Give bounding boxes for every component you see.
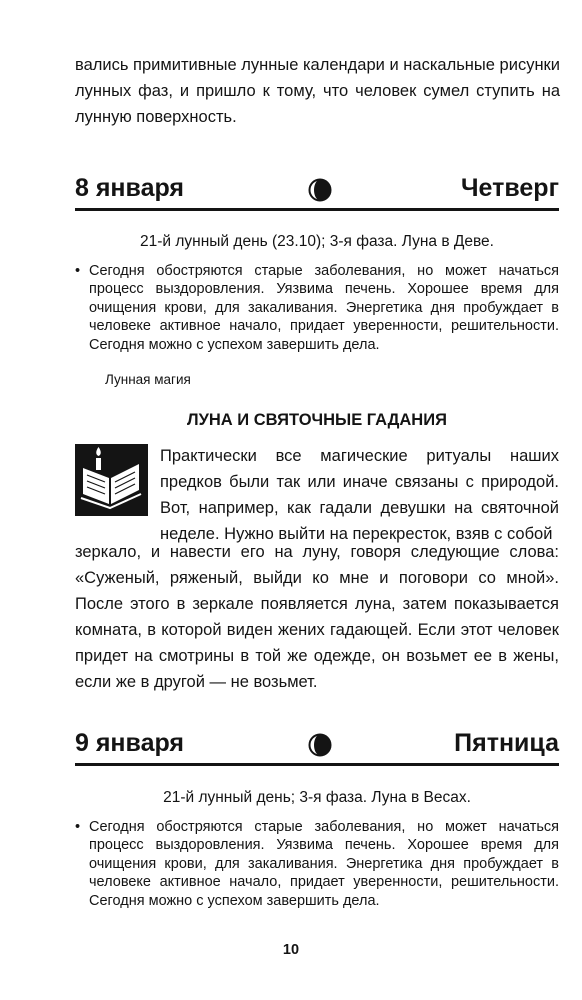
- intro-paragraph: вались примитивные лунные календари и наскальные рисунки лунных фаз, и пришло к тому, что человек сумел ступить на лунную поверхность.: [75, 56, 560, 126]
- moon-phase-icon: [308, 733, 332, 757]
- day-weekday: Четверг: [460, 174, 559, 202]
- description-text: Сегодня обостряются старые заболевания, но может начаться процесс выздоровления. Уязвима печень. Хорошее время для очищения крови, для закаливания. Энергетика дня пробуждает в человеке активное начало, придает уверенности, решительности. Сегодня можно с успехом завершить дела.: [89, 263, 559, 353]
- magic-paragraph-start: Практически все магические ритуалы наших предков были так или иначе связаны с природой. Вот, например, как гадали девушки на святочной неделе. Нужно выйти на перекресток, взяв с собой: [160, 447, 559, 543]
- header-rule: [75, 208, 559, 211]
- section-label: Лунная магия: [105, 372, 191, 387]
- page-number: 10: [282, 942, 300, 958]
- bullet-marker: •: [75, 263, 81, 279]
- day-description: [75, 818, 559, 910]
- section-title: ЛУНА И СВЯТОЧНЫЕ ГАДАНИЯ: [187, 411, 447, 429]
- lunar-day-info: 21-й лунный день (23.10); 3-я фаза. Луна в Деве.: [140, 233, 494, 250]
- day-header-jan-9: [75, 727, 559, 767]
- book-candle-icon: [75, 444, 148, 516]
- day-header-jan-8: [75, 172, 559, 212]
- day-date: 8 января: [75, 174, 185, 202]
- description-text: Сегодня обостряются старые заболевания, но может начаться процесс выздоровления. Уязвима печень. Хорошее время для очищения крови, для закаливания. Энергетика дня пробуждает в человеке активное начало, придает уверенности, решительности. Сегодня можно с успехом завершить дела.: [89, 819, 559, 909]
- magic-paragraph-rest: зеркало, и навести его на луну, говоря следующие слова: «Суженый, ряженый, выйди ко мне и поговори со мной». После этого в зеркале появляется луна, затем показывается комната, в которой виден жених гадающей. Если этот человек придет на смотрины в той же одежде, он возьмет ее в жены, если же в другой — не возьмет.: [75, 543, 559, 691]
- day-weekday: Пятница: [454, 729, 559, 757]
- bullet-marker: •: [75, 819, 81, 835]
- lunar-day-info: 21-й лунный день; 3-я фаза. Луна в Весах.: [163, 789, 471, 806]
- moon-phase-icon: [308, 178, 332, 202]
- day-date: 9 января: [75, 729, 185, 757]
- header-rule: [75, 763, 559, 766]
- day-description: [75, 262, 559, 354]
